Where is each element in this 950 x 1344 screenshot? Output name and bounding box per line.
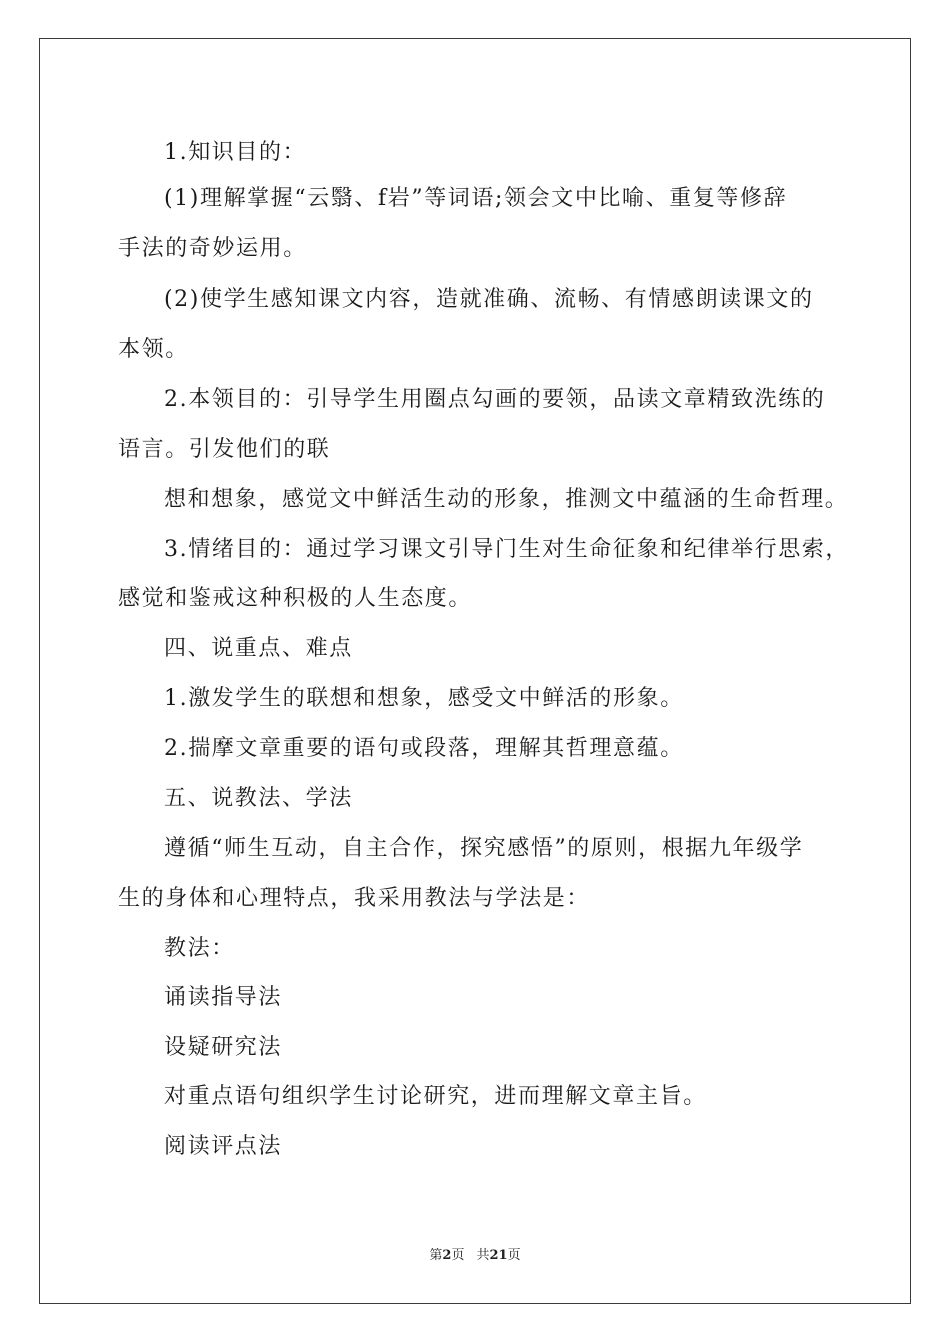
paragraph-line: 2.本领目的：引导学生用圈点勾画的要领，品读文章精致洗练的 <box>164 387 826 412</box>
paragraph-line: 2.揣摩文章重要的语句或段落，理解其哲理意蕴。 <box>164 736 684 761</box>
paragraph-line: 语言。引发他们的联 <box>118 437 331 462</box>
page-footer <box>0 1247 950 1265</box>
paragraph-line: 对重点语句组织学生讨论研究，进而理解文章主旨。 <box>164 1084 707 1109</box>
paragraph-line: 想和想象，感觉文中鲜活生动的形象，推测文中蕴涵的生命哲理。 <box>164 487 849 512</box>
paragraph-line: 1.激发学生的联想和想象，感受文中鲜活的形象。 <box>164 686 684 711</box>
paragraph-line: (2)使学生感知课文内容，造就准确、流畅、有情感朗读课文的 <box>164 287 814 312</box>
page-border <box>39 38 911 1304</box>
total-prefix: 共 <box>476 1248 490 1263</box>
paragraph-line: 1.知识目的： <box>164 140 307 165</box>
paragraph-line: 教法： <box>164 936 235 961</box>
paragraph-line: 生的身体和心理特点，我采用教法与学法是： <box>118 886 591 911</box>
section-heading: 五、说教法、学法 <box>164 786 353 811</box>
total-suffix: 页 <box>507 1248 521 1263</box>
page-prefix: 第 <box>429 1248 443 1263</box>
page-suffix: 页 <box>451 1248 465 1263</box>
current-page-number: 2 <box>442 1248 452 1263</box>
paragraph-line: 阅读评点法 <box>164 1134 283 1159</box>
paragraph-line: (1)理解掌握“云翳、f岩”等词语;领会文中比喻、重复等修辞 <box>164 186 788 211</box>
total-page-number: 21 <box>489 1248 508 1263</box>
paragraph-line: 感觉和鉴戒这种积极的人生态度。 <box>118 586 473 611</box>
section-heading: 四、说重点、难点 <box>164 636 353 661</box>
paragraph-line: 手法的奇妙运用。 <box>118 236 307 261</box>
paragraph-line: 诵读指导法 <box>164 985 283 1010</box>
paragraph-line: 本领。 <box>118 337 189 362</box>
paragraph-line: 3.情绪目的：通过学习课文引导门生对生命征象和纪律举行思索， <box>164 537 849 562</box>
paragraph-line: 设疑研究法 <box>164 1035 283 1060</box>
paragraph-line: 遵循“师生互动，自主合作，探究感悟”的原则，根据九年级学 <box>164 836 804 861</box>
